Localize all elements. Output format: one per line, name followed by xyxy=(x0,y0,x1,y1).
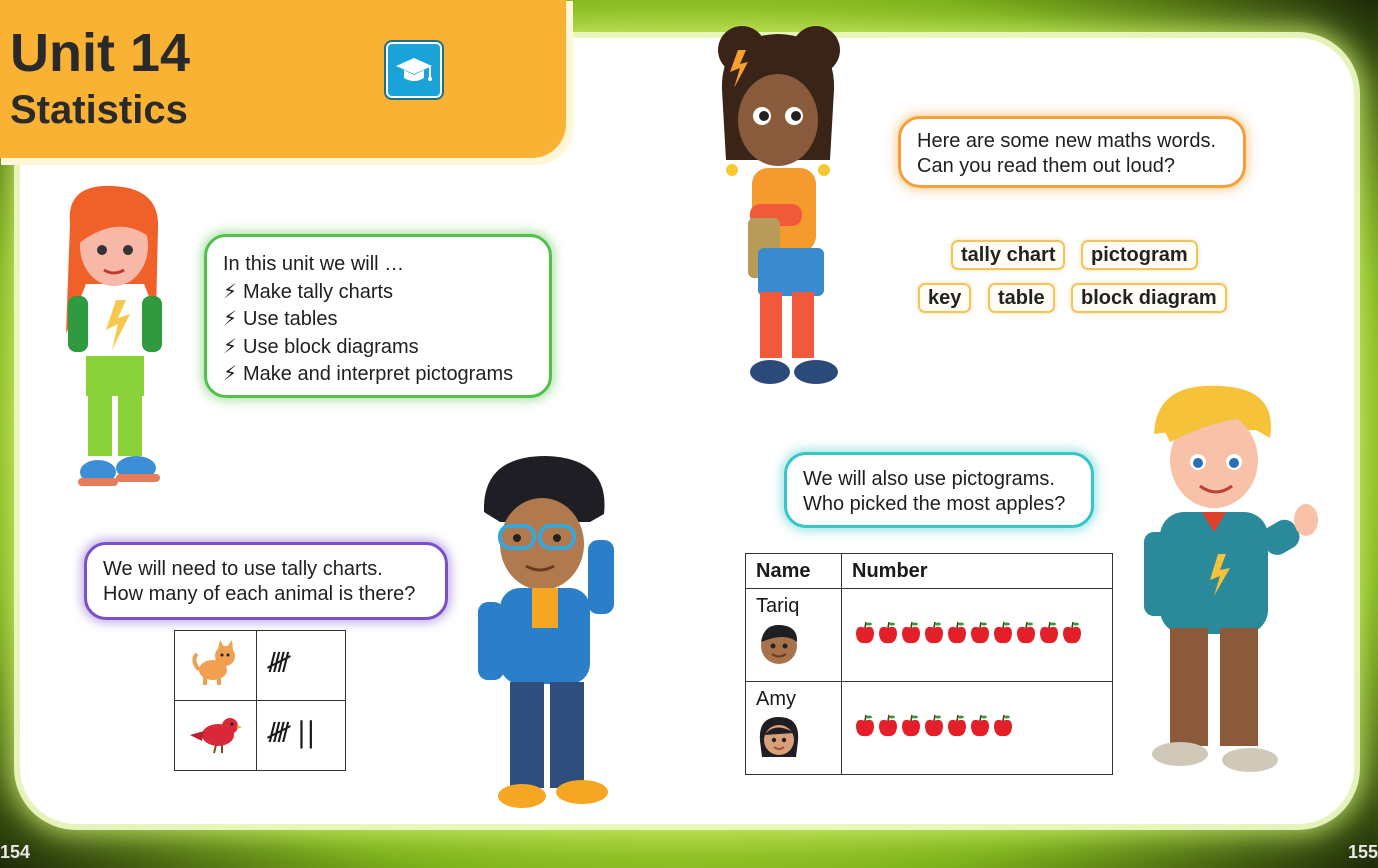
apple-icon xyxy=(969,621,991,645)
new-words-line-2: Can you read them out loud? xyxy=(917,155,1175,177)
name-cell xyxy=(746,682,842,775)
vocab-word-key: key xyxy=(918,283,971,313)
tally-question-speech-bubble xyxy=(84,542,448,620)
bird-tally: 𝍸 || xyxy=(257,701,346,771)
apple-icon xyxy=(946,714,968,738)
red-haired-girl-illustration xyxy=(56,184,176,492)
new-words-line-1: Here are some new maths words. xyxy=(917,130,1217,152)
page-number-right: 155 xyxy=(1348,842,1378,862)
bird-icon xyxy=(175,701,257,771)
table-row xyxy=(175,631,346,701)
apple-icon xyxy=(1061,621,1083,645)
boy-with-glasses-illustration xyxy=(470,452,634,812)
animal-tally-chart xyxy=(174,630,346,771)
name-cell xyxy=(746,589,842,682)
table-header-row xyxy=(746,554,1113,589)
apple-row-0 xyxy=(854,621,1112,650)
apple-row-1 xyxy=(854,714,1112,743)
apple-icon xyxy=(992,621,1014,645)
amy-avatar xyxy=(756,715,802,761)
vocab-word-table: table xyxy=(988,283,1055,313)
vocab-word-block-diagram: block diagram xyxy=(1071,283,1227,313)
apple-icon xyxy=(877,621,899,645)
person-name: Tariq xyxy=(756,595,800,617)
apple-icon xyxy=(992,714,1014,738)
pictogram-question-line-1: We will also use pictograms. xyxy=(803,468,1055,490)
curly-haired-girl-illustration xyxy=(712,20,848,394)
pictogram-question-speech-bubble xyxy=(784,452,1094,528)
lightning-bolt-icon: ⚡ xyxy=(223,280,238,303)
cat-tally: 𝍸 xyxy=(257,631,346,701)
unit-goal-item: ⚡ Use tables xyxy=(223,306,533,334)
tariq-avatar xyxy=(756,622,802,668)
tally-question-line-2: How many of each animal is there? xyxy=(103,583,416,605)
blond-boy-illustration xyxy=(1140,382,1330,776)
title-banner xyxy=(0,0,566,158)
apple-icon xyxy=(1015,621,1037,645)
apple-icon xyxy=(854,621,876,645)
lightning-bolt-icon: ⚡ xyxy=(223,308,238,330)
person-name: Amy xyxy=(756,688,796,710)
unit-goals-intro: In this unit we will … xyxy=(223,253,405,275)
unit-title: Statistics xyxy=(10,88,188,132)
apples-pictogram-table xyxy=(745,553,1113,775)
apple-icon xyxy=(923,621,945,645)
vocab-word-tally-chart: tally chart xyxy=(951,240,1065,270)
unit-number: Unit 14 xyxy=(10,23,191,83)
column-header-name: Name xyxy=(746,554,842,589)
new-words-speech-bubble xyxy=(898,116,1246,188)
cat-icon xyxy=(175,631,257,701)
apple-icon xyxy=(877,714,899,738)
vocab-word-pictogram: pictogram xyxy=(1081,240,1198,270)
apple-count-cell xyxy=(842,589,1113,682)
page-number-left: 154 xyxy=(0,842,31,862)
unit-goals-speech-bubble xyxy=(204,234,552,398)
apple-icon xyxy=(969,714,991,738)
table-row xyxy=(746,589,1113,682)
lightning-bolt-icon: ⚡ xyxy=(223,335,238,358)
table-row xyxy=(175,701,346,771)
pictogram-question-line-2: Who picked the most apples? xyxy=(803,493,1066,515)
lightning-bolt-icon: ⚡ xyxy=(223,363,238,385)
apple-icon xyxy=(900,621,922,645)
unit-goal-item: ⚡ Make tally charts xyxy=(223,279,533,307)
apple-icon xyxy=(946,621,968,645)
apple-icon xyxy=(1038,621,1060,645)
apple-count-cell xyxy=(842,682,1113,775)
apple-icon xyxy=(854,714,876,738)
unit-goal-item: ⚡ Make and interpret pictograms xyxy=(223,361,533,389)
table-row xyxy=(746,682,1113,775)
tally-question-line-1: We will need to use tally charts. xyxy=(103,558,383,580)
unit-goal-item: ⚡ Use block diagrams xyxy=(223,334,533,362)
graduation-cap-icon[interactable] xyxy=(386,42,442,98)
apple-icon xyxy=(923,714,945,738)
column-header-number: Number xyxy=(842,554,1113,589)
apple-icon xyxy=(900,714,922,738)
